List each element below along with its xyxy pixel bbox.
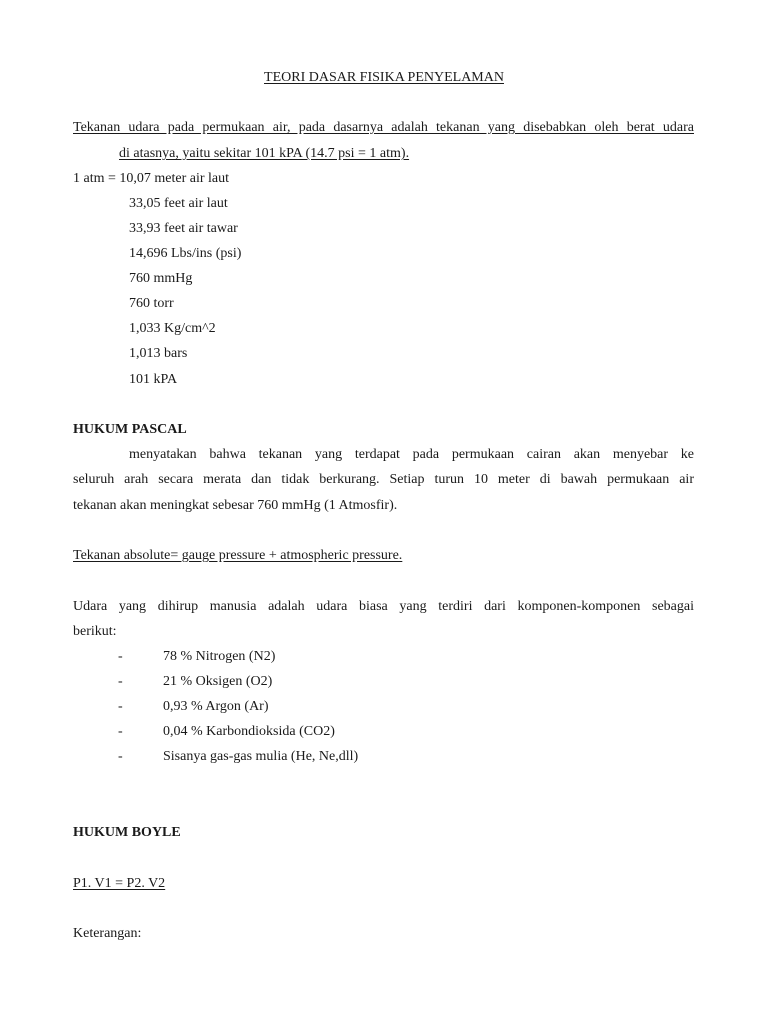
conversion-item: 14,696 Lbs/ins (psi) xyxy=(129,246,242,261)
boyle-formula: P1. V1 = P2. V2 xyxy=(73,876,166,891)
conversion-item: 1,033 Kg/cm^2 xyxy=(129,321,216,336)
air-component: 0,04 % Karbondioksida (CO2) xyxy=(163,724,335,739)
bullet-dash: - xyxy=(118,699,123,714)
conversion-item: 33,05 feet air laut xyxy=(129,196,228,211)
boyle-heading: HUKUM BOYLE xyxy=(73,825,181,840)
air-component: 78 % Nitrogen (N2) xyxy=(163,649,276,664)
conversion-item: 101 kPA xyxy=(129,372,178,387)
pascal-line-1: menyatakan bahwa tekanan yang terdapat pada permukaan cairan akan menyebar ke xyxy=(129,447,694,462)
intro-line-1: Tekanan udara pada permukaan air, pada dasarnya adalah tekanan yang disebabkan oleh berat udara xyxy=(73,120,694,135)
pascal-line-2: seluruh arah secara merata dan tidak berkurang. Setiap turun 10 meter di bawah permukaan air xyxy=(73,472,694,487)
bullet-dash: - xyxy=(118,674,123,689)
air-line-2: berikut: xyxy=(73,624,117,639)
bullet-dash: - xyxy=(118,724,123,739)
conversion-item: 760 mmHg xyxy=(129,271,193,286)
pascal-line-3: tekanan akan meningkat sebesar 760 mmHg (1 Atmosfir). xyxy=(73,498,398,513)
air-component: 0,93 % Argon (Ar) xyxy=(163,699,269,714)
air-component: Sisanya gas-gas mulia (He, Ne,dll) xyxy=(163,749,359,764)
conversion-item: 33,93 feet air tawar xyxy=(129,221,238,236)
bullet-dash: - xyxy=(118,749,123,764)
conversion-item: 1,013 bars xyxy=(129,346,188,361)
absolute-pressure: Tekanan absolute= gauge pressure + atmospheric pressure. xyxy=(73,548,403,563)
conversion-item: 760 torr xyxy=(129,296,174,311)
air-component: 21 % Oksigen (O2) xyxy=(163,674,273,689)
intro-line-2: di atasnya, yaitu sekitar 101 kPA (14.7 psi = 1 atm). xyxy=(119,146,410,161)
pascal-heading: HUKUM PASCAL xyxy=(73,422,187,437)
air-line-1: Udara yang dihirup manusia adalah udara biasa yang terdiri dari komponen-komponen sebagai xyxy=(73,599,694,614)
conversion-first: 1 atm = 10,07 meter air laut xyxy=(73,171,230,186)
document-title: TEORI DASAR FISIKA PENYELAMAN xyxy=(264,70,504,85)
keterangan-label: Keterangan: xyxy=(73,926,142,941)
bullet-dash: - xyxy=(118,649,123,664)
